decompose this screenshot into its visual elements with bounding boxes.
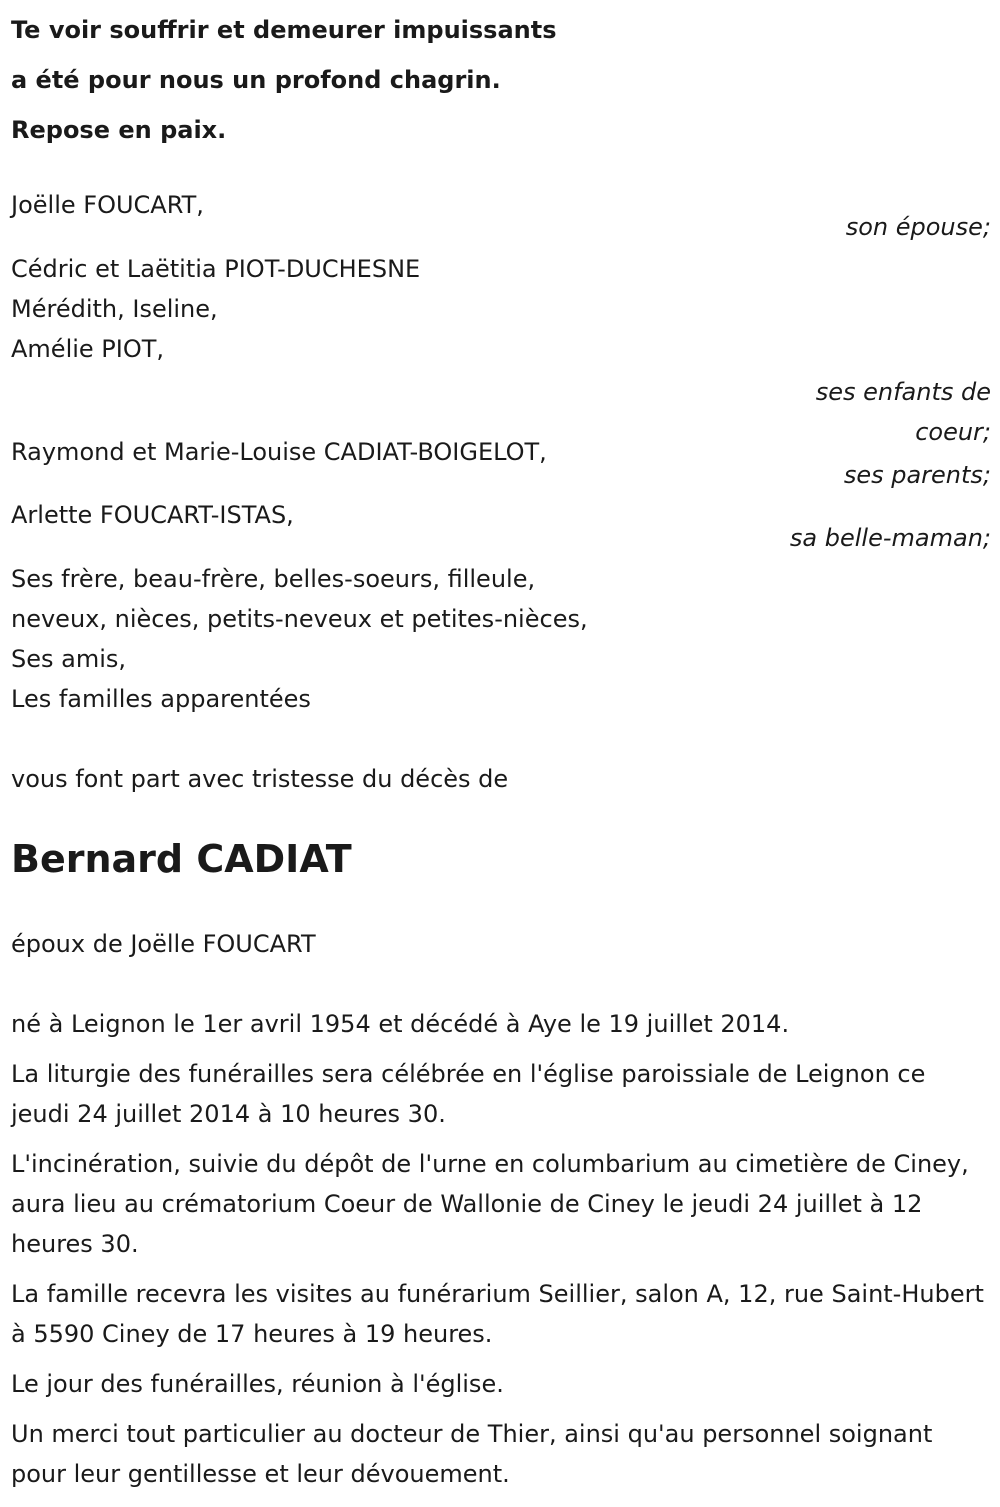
- children-line-3: Amélie PIOT,: [11, 335, 165, 363]
- visits-paragraph: La famille recevra les visites au funérarium Seillier, salon A, 12, rue Saint-Hubert à 5590 Ciney de 17 heures à 19 heures.: [11, 1280, 984, 1348]
- spouse-block: [11, 185, 991, 247]
- relatives-line-4: Les familles apparentées: [11, 685, 311, 713]
- parents-block: [11, 432, 991, 495]
- obituary-notice: [11, 5, 991, 1504]
- children-line-1: Cédric et Laëtitia PIOT-DUCHESNE: [11, 255, 421, 283]
- relatives-line-2: neveux, nièces, petits-neveux et petites-nièces,: [11, 605, 588, 633]
- children-role-line-1: ses enfants de: [815, 378, 991, 406]
- announcement: vous font part avec tristesse du décès de: [11, 765, 509, 793]
- details: [11, 1004, 991, 1494]
- parents-name: Raymond et Marie-Louise CADIAT-BOIGELOT,: [11, 438, 547, 466]
- thanks-paragraph: Un merci tout particulier au docteur de Thier, ainsi qu'au personnel soignant pour leur gentillesse et leur dévouement.: [11, 1420, 933, 1488]
- relatives-line-1: Ses frère, beau-frère, belles-soeurs, filleule,: [11, 565, 536, 593]
- children-role-line-2: coeur;: [915, 418, 991, 446]
- parents-role: ses parents;: [843, 461, 991, 489]
- epitaph-line-3: Repose en paix.: [11, 116, 227, 144]
- children-block: [11, 249, 991, 452]
- spouse-name: Joëlle FOUCART,: [11, 191, 204, 219]
- deceased-name: Bernard CADIAT: [11, 837, 352, 881]
- spouse-role: son épouse;: [845, 213, 991, 241]
- birth-death-paragraph: né à Leignon le 1er avril 1954 et décédé à Aye le 19 juillet 2014.: [11, 1010, 790, 1038]
- liturgy-paragraph: La liturgie des funérailles sera célébrée en l'église paroissiale de Leignon ce jeudi 24 juillet 2014 à 10 heures 30.: [11, 1060, 926, 1128]
- epitaph-line-2: a été pour nous un profond chagrin.: [11, 66, 501, 94]
- children-line-2: Mérédith, Iseline,: [11, 295, 218, 323]
- cremation-paragraph: L'incinération, suivie du dépôt de l'urne en columbarium au cimetière de Ciney, aura lieu au crématorium Coeur de Wallonie de Ciney le jeudi 24 juillet à 12 heures 30.: [11, 1150, 969, 1258]
- epitaph-line-1: Te voir souffrir et demeurer impuissants: [11, 16, 557, 44]
- relatives-line-3: Ses amis,: [11, 645, 127, 673]
- mother-in-law-block: [11, 495, 991, 558]
- epitaph: [11, 5, 991, 155]
- mother-in-law-role: sa belle-maman;: [789, 524, 991, 552]
- meeting-paragraph: Le jour des funérailles, réunion à l'église.: [11, 1370, 504, 1398]
- spouse-of: époux de Joëlle FOUCART: [11, 930, 316, 958]
- relatives-block: [11, 559, 991, 719]
- mother-in-law-name: Arlette FOUCART-ISTAS,: [11, 501, 294, 529]
